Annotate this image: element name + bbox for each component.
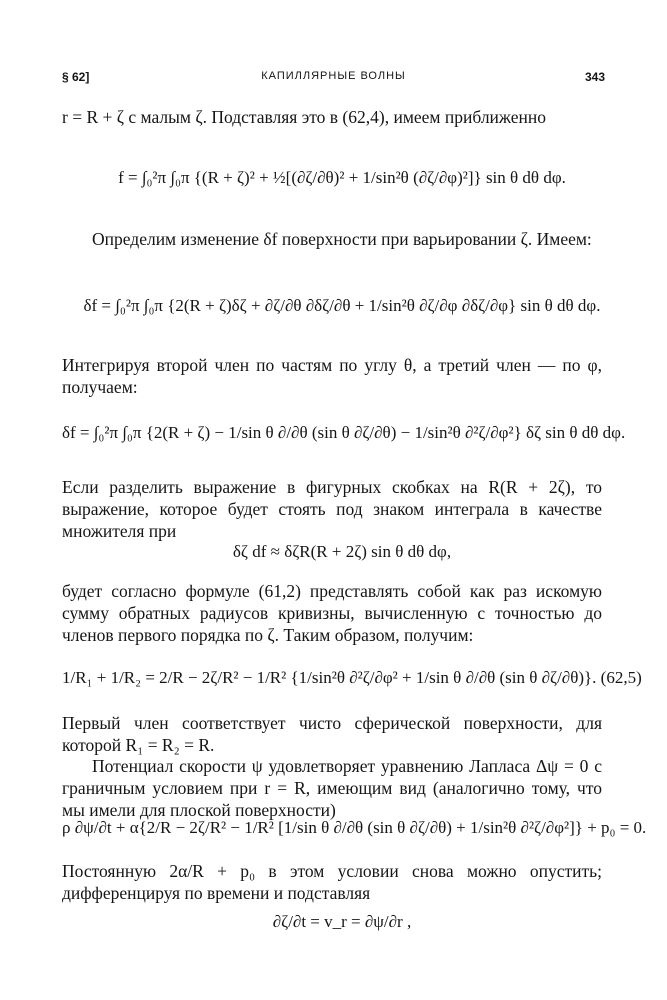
paragraph-8: Постоянную 2α/R + p₀ в этом условии снова можно опустить; дифференцируя по времени и подставляя <box>62 861 602 903</box>
equation-delta-f-integrated: δf = ∫₀²π ∫₀π {2(R + ζ) − 1/sin θ ∂/∂θ (sin θ ∂ζ/∂θ) − 1/sin²θ ∂²ζ/∂φ²} δζ sin θ dθ dφ. <box>62 423 626 442</box>
page-number: 343 <box>584 70 605 84</box>
equation-velocity: ∂ζ/∂t = v_r = ∂ψ/∂r , <box>272 912 412 931</box>
section-marker: § 62] <box>62 70 90 84</box>
paragraph-7: Потенциал скорости ψ удовлетворяет уравнению Лапласа Δψ = 0 с граничным условием при r = R, имеющим вид (аналогично тому, что мы имели для плоской поверхности) <box>62 756 602 820</box>
paragraph-6: Первый член соответствует чисто сферической поверхности, для которой R₁ = R₂ = R. <box>62 713 602 755</box>
equation-62-5: 1/R₁ + 1/R₂ = 2/R − 2ζ/R² − 1/R² {1/sin²θ ∂²ζ/∂φ² + 1/sin θ ∂/∂θ (sin θ ∂ζ/∂θ)}. (62,5) <box>62 668 642 687</box>
paragraph-1: r = R + ζ с малым ζ. Подставляя это в (62,4), имеем приближенно <box>62 107 547 127</box>
equation-delta-f: δf = ∫₀²π ∫₀π {2(R + ζ)δζ + ∂ζ/∂θ ∂δζ/∂θ + 1/sin²θ ∂ζ/∂φ ∂δζ/∂φ} sin θ dθ dφ. <box>83 296 601 315</box>
paragraph-4: Если разделить выражение в фигурных скобках на R(R + 2ζ), то выражение, которое будет стоять под знаком интеграла в качестве множителя при <box>62 477 602 541</box>
equation-area-element: δζ df ≈ δζR(R + 2ζ) sin θ dθ dφ, <box>232 542 452 561</box>
equation-boundary-condition: ρ ∂ψ/∂t + α{2/R − 2ζ/R² − 1/R² [1/sin θ ∂/∂θ (sin θ ∂ζ/∂θ) + 1/sin²θ ∂²ζ/∂φ²]} + p₀ = 0. <box>62 818 647 837</box>
paragraph-3: Интегрируя второй член по частям по углу θ, а третий член — по φ, получаем: <box>62 355 602 397</box>
paragraph-5: будет согласно формуле (61,2) представлять собой как раз искомую сумму обратных радиусов кривизны, вычисленную с точностью до членов первого порядка по ζ. Таким образом, получим: <box>62 581 602 645</box>
equation-f: f = ∫₀²π ∫₀π {(R + ζ)² + ½[(∂ζ/∂θ)² + 1/sin²θ (∂ζ/∂φ)²]} sin θ dθ dφ. <box>118 168 566 187</box>
paragraph-2: Определим изменение δf поверхности при варьировании ζ. Имеем: <box>92 229 592 249</box>
running-title: КАПИЛЛЯРНЫЕ ВОЛНЫ <box>261 70 406 82</box>
